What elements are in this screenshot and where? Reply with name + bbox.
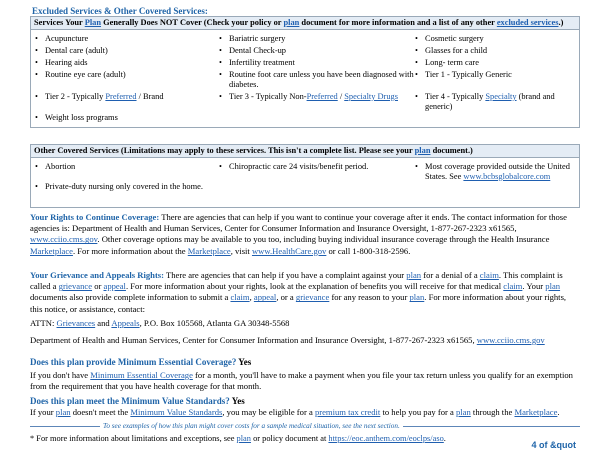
appeal-link[interactable]: appeal bbox=[103, 281, 126, 292]
specialty-link[interactable]: Specialty bbox=[485, 92, 517, 101]
bcbs-global-core-link[interactable]: www.bcbsglobalcore.com bbox=[463, 172, 551, 181]
excluded-services-list bbox=[34, 33, 576, 125]
list-item: • Tier 3 - Typically Non-Preferred / Specialty Drugs bbox=[218, 92, 414, 102]
grievances-link[interactable]: Grievances bbox=[56, 318, 96, 328]
list-item: • Chiropractic care 24 visits/benefit period. bbox=[218, 162, 414, 172]
list-item: • Hearing aids bbox=[34, 58, 218, 68]
preferred-link[interactable]: Preferred bbox=[105, 92, 137, 101]
other-covered-services-table bbox=[30, 144, 580, 208]
attn-line: ATTN: Grievances and Appeals, P.O. Box 105568, Atlanta GA 30348-5568 bbox=[30, 318, 290, 328]
list-item: • Most coverage provided outside the United States. See www.bcbsglobalcore.com bbox=[414, 162, 576, 182]
list-item: • Routine foot care unless you have been diagnosed with diabetes. bbox=[218, 70, 414, 90]
plan-link[interactable]: plan bbox=[406, 270, 422, 280]
excluded-col-3 bbox=[414, 33, 576, 125]
plan-link[interactable]: plan bbox=[414, 146, 431, 155]
footnote: * For more information about limitations and exceptions, see plan or policy document at https://eoc.anthem.com/eoclps/aso. bbox=[30, 434, 446, 443]
claim-link[interactable]: claim bbox=[479, 270, 499, 280]
mvs-answer: Yes bbox=[231, 396, 245, 406]
excluded-col-2 bbox=[218, 33, 414, 125]
cciio-link[interactable]: www.cciio.cms.gov bbox=[30, 234, 98, 245]
minimum-essential-coverage-link[interactable]: Minimum Essential Coverage bbox=[90, 370, 193, 380]
plan-link[interactable]: plan bbox=[409, 292, 425, 303]
other-covered-header: Other Covered Services (Limitations may apply to these services. This isn't a complete list. Please see your plan document.) bbox=[31, 145, 580, 158]
list-item: • Dental Check-up bbox=[218, 46, 414, 56]
cciio-link[interactable]: www.cciio.cms.gov bbox=[476, 335, 545, 345]
continue-coverage-heading: Your Rights to Continue Coverage: bbox=[30, 212, 160, 222]
list-item: • Cosmetic surgery bbox=[414, 34, 576, 44]
excluded-services-link[interactable]: excluded services bbox=[496, 18, 559, 27]
grievance-link[interactable]: grievance bbox=[58, 281, 93, 292]
mvs-question: Does this plan meet the Minimum Value Standards? Yes bbox=[30, 396, 245, 406]
excluded-col-1 bbox=[34, 33, 218, 125]
plan-link[interactable]: plan bbox=[236, 434, 251, 443]
other-covered-list bbox=[34, 161, 576, 194]
mec-paragraph: If you don't have Minimum Essential Coverage for a month, you'll have to make a payment when you file your tax return unless you qualify for an exemption from the requirement that you have health coverage for that month. bbox=[30, 370, 573, 392]
list-item: • Private-duty nursing only covered in the home. bbox=[34, 182, 218, 192]
list-item: • Long- term care bbox=[414, 58, 576, 68]
marketplace-link[interactable]: Marketplace bbox=[30, 245, 73, 256]
plan-link[interactable]: plan bbox=[55, 407, 71, 417]
marketplace-link[interactable]: Marketplace bbox=[187, 245, 231, 256]
list-item: • Tier 4 - Typically Specialty (brand and generic) bbox=[414, 92, 576, 112]
excluded-section-title: Excluded Services & Other Covered Services: bbox=[32, 6, 208, 16]
excluded-services-table bbox=[30, 16, 580, 128]
list-item: • Tier 2 - Typically Preferred / Brand bbox=[34, 92, 218, 102]
department-line: Department of Health and Human Services, Center for Consumer Information and Insurance Oversight, 1-877-267-2323 x61565, www.cciio.cms.gov bbox=[30, 335, 545, 345]
list-item: • Infertility treatment bbox=[218, 58, 414, 68]
mvs-paragraph: If your plan doesn't meet the Minimum Value Standards, you may be eligible for a premium tax credit to help you pay for a plan through the Marketplace. bbox=[30, 407, 560, 417]
appeals-link[interactable]: Appeals bbox=[111, 318, 140, 328]
grievance-link[interactable]: grievance bbox=[295, 292, 330, 303]
excluded-services-header: Services Your Plan Generally Does NOT Cover (Check your policy or plan document for more information and a list of any other excluded services.) bbox=[31, 17, 580, 30]
healthcare-gov-link[interactable]: www.HealthCare.gov bbox=[251, 245, 327, 256]
continue-coverage-paragraph: Your Rights to Continue Coverage: There are agencies that can help if you want to continue your coverage after it ends. The contact information for those agencies is: Department of Health and Human Services, Center for Consumer Information and Insurance Oversight, 1-877-267-2323 x61565, www.cciio.cms.gov. Other coverage options may be available to you too, including buying individual insurance coverage through the Health Insurance Marketplace. For more information about the Marketplace, visit www.HealthCare.gov or call 1-800-318-2596. bbox=[30, 212, 567, 256]
plan-link[interactable]: plan bbox=[545, 281, 561, 292]
grievance-heading: Your Grievance and Appeals Rights: bbox=[30, 270, 165, 280]
grievance-paragraph: Your Grievance and Appeals Rights: There are agencies that can help if you have a complaint against your plan for a denial of a claim. This complaint is called a grievance or appeal. For more information about your rights, look at the explanation of benefits you will receive for that medical claim. Your plan documents also provide complete information to submit a claim, appeal, or a grievance for any reason to your plan. For more information about your rights, this notice, or assistance, contact: bbox=[30, 270, 567, 314]
marketplace-link[interactable]: Marketplace bbox=[514, 407, 558, 417]
list-item: • Acupuncture bbox=[34, 34, 218, 44]
next-section-divider: To see examples of how this plan might cover costs for a sample medical situation, see the next section. bbox=[30, 422, 580, 430]
eoc-anthem-link[interactable]: https://eoc.anthem.com/eoclps/aso bbox=[328, 434, 444, 443]
preferred-link[interactable]: Preferred bbox=[306, 92, 338, 101]
mec-answer: Yes bbox=[238, 357, 252, 367]
divider-rule-left bbox=[30, 426, 100, 427]
list-item: • Dental care (adult) bbox=[34, 46, 218, 56]
claim-link[interactable]: claim bbox=[503, 281, 523, 292]
list-item: • Routine eye care (adult) bbox=[34, 70, 218, 80]
list-item: • Bariatric surgery bbox=[218, 34, 414, 44]
mec-question: Does this plan provide Minimum Essential Coverage? Yes bbox=[30, 357, 252, 367]
list-item: • Tier 1 - Typically Generic bbox=[414, 70, 576, 80]
list-item: • Abortion bbox=[34, 162, 218, 172]
premium-tax-credit-link[interactable]: premium tax credit bbox=[314, 407, 381, 417]
appeal-link[interactable]: appeal bbox=[253, 292, 277, 303]
minimum-value-standards-link[interactable]: Minimum Value Standards bbox=[130, 407, 223, 417]
divider-rule-right bbox=[403, 426, 580, 427]
plan-link[interactable]: Plan bbox=[84, 18, 102, 27]
claim-link[interactable]: claim bbox=[230, 292, 250, 303]
list-item: • Glasses for a child bbox=[414, 46, 576, 56]
page-number: 4 of &quot bbox=[531, 440, 576, 450]
plan-link[interactable]: plan bbox=[283, 18, 300, 27]
specialty-drugs-link[interactable]: Specialty Drugs bbox=[344, 92, 398, 101]
plan-link[interactable]: plan bbox=[455, 407, 471, 417]
list-item: • Weight loss programs bbox=[34, 113, 218, 123]
